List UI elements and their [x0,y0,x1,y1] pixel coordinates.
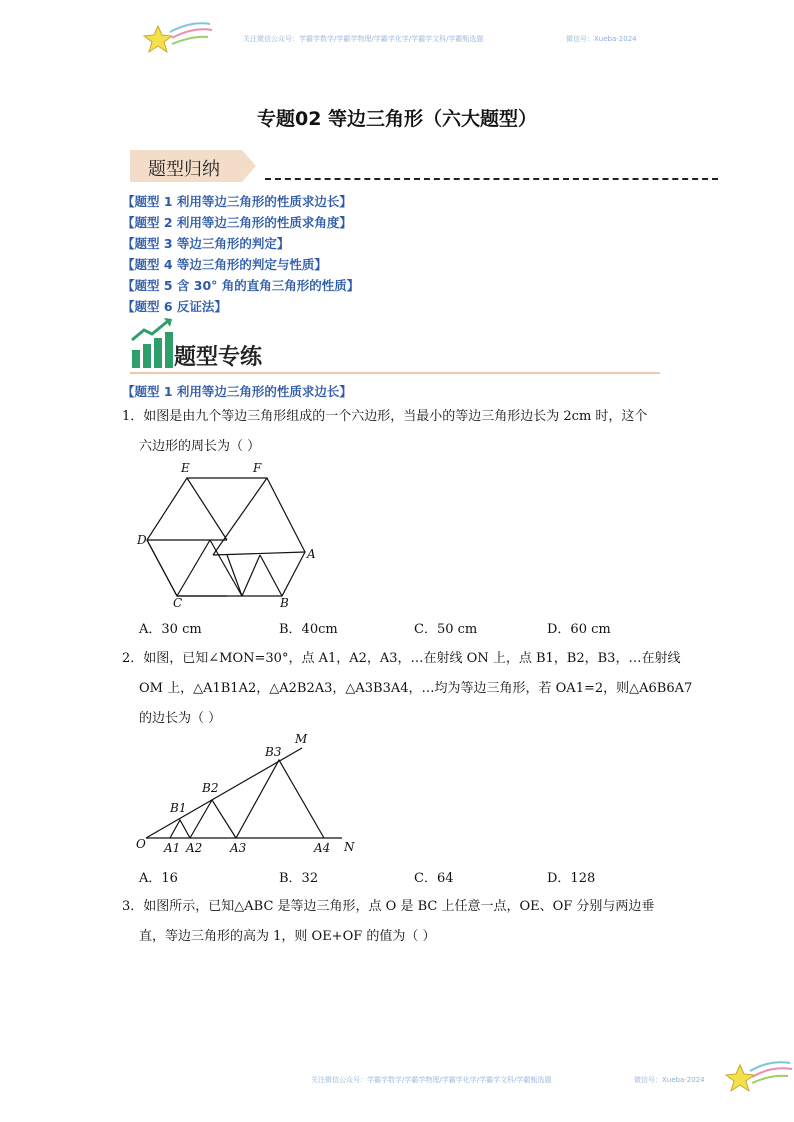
q2-option-c[interactable]: C．64 [414,871,454,886]
page-title: 专题02 等边三角形（六大题型） [256,108,538,130]
label-b1: B1 [170,801,187,815]
header-wechat: 微信号：Xueba-2024 [566,35,637,43]
section-underline [130,372,660,374]
chart-growth-icon [130,318,176,370]
section-title-types: 题型归纳 [148,159,220,180]
q1-line2: 六边形的周长为（ ） [139,439,261,454]
label-n: N [344,840,355,854]
ray-triangles-figure [132,730,362,860]
header-links: 关注微信公众号：学霸学数学/学霸学物理/学霸学化学/学霸学文科/学霸甄选题 [243,35,484,43]
q1-line1: 1．如图是由九个等边三角形组成的一个六边形，当最小的等边三角形边长为 2cm 时，这个 [122,409,648,424]
type-item[interactable]: 【题型 1 利用等边三角形的性质求边长】 [122,194,352,209]
label-o: O [136,837,146,851]
type-item[interactable]: 【题型 6 反证法】 [122,299,227,314]
label-b3: B3 [265,745,282,759]
q1-option-a[interactable]: A．30 cm [139,622,202,637]
star-logo-icon [140,18,215,58]
q1-option-d[interactable]: D．60 cm [547,622,611,637]
q1-option-c[interactable]: C．50 cm [414,622,478,637]
label-a4: A4 [314,841,331,855]
label-c: C [173,596,183,608]
q3-line1: 3．如图所示，已知△ABC 是等边三角形，点 O 是 BC 上任意一点，OE、OF 分别与两边垂 [122,899,655,914]
footer-links: 关注微信公众号：学霸学数学/学霸学物理/学霸学化学/学霸学文科/学霸甄选题 [311,1076,552,1084]
type-item[interactable]: 【题型 4 等边三角形的判定与性质】 [122,257,327,272]
label-b: B [280,596,289,608]
dashed-divider [265,178,718,180]
q2-line3: 的边长为（ ） [139,711,222,726]
section-title-practice: 题型专练 [174,344,263,370]
label-a2: A2 [186,841,203,855]
q2-line1: 2．如图，已知∠MON=30°，点 A1，A2，A3，…在射线 ON 上，点 B1，B2，B3，…在射线 [122,651,681,666]
q2-option-b[interactable]: B．32 [279,871,319,886]
label-e: E [181,461,190,475]
star-logo-icon [724,1055,794,1095]
type-list [122,191,359,317]
q2-option-d[interactable]: D．128 [547,871,596,886]
label-f: F [253,461,262,475]
label-b2: B2 [202,781,219,795]
subsection-title: 【题型 1 利用等边三角形的性质求边长】 [122,384,352,399]
q3-line2: 直，等边三角形的高为 1，则 OE+OF 的值为（ ） [139,929,436,944]
label-a1: A1 [164,841,181,855]
type-item[interactable]: 【题型 5 含 30° 角的直角三角形的性质】 [122,278,360,293]
type-item[interactable]: 【题型 3 等边三角形的判定】 [122,236,290,251]
q2-line2: OM 上，△A1B1A2，△A2B2A3，△A3B3A4，…均为等边三角形，若 OA1=2，则△A6B6A7 [139,681,693,696]
hexagon-figure [135,460,325,608]
type-item[interactable]: 【题型 2 利用等边三角形的性质求角度】 [122,215,352,230]
label-a: A [307,547,316,561]
label-m: M [295,732,308,746]
label-a3: A3 [230,841,247,855]
q2-option-a[interactable]: A．16 [139,871,178,886]
q1-option-b[interactable]: B．40cm [279,622,338,637]
footer-wechat: 微信号：Xueba-2024 [634,1076,705,1084]
label-d: D [137,533,147,547]
